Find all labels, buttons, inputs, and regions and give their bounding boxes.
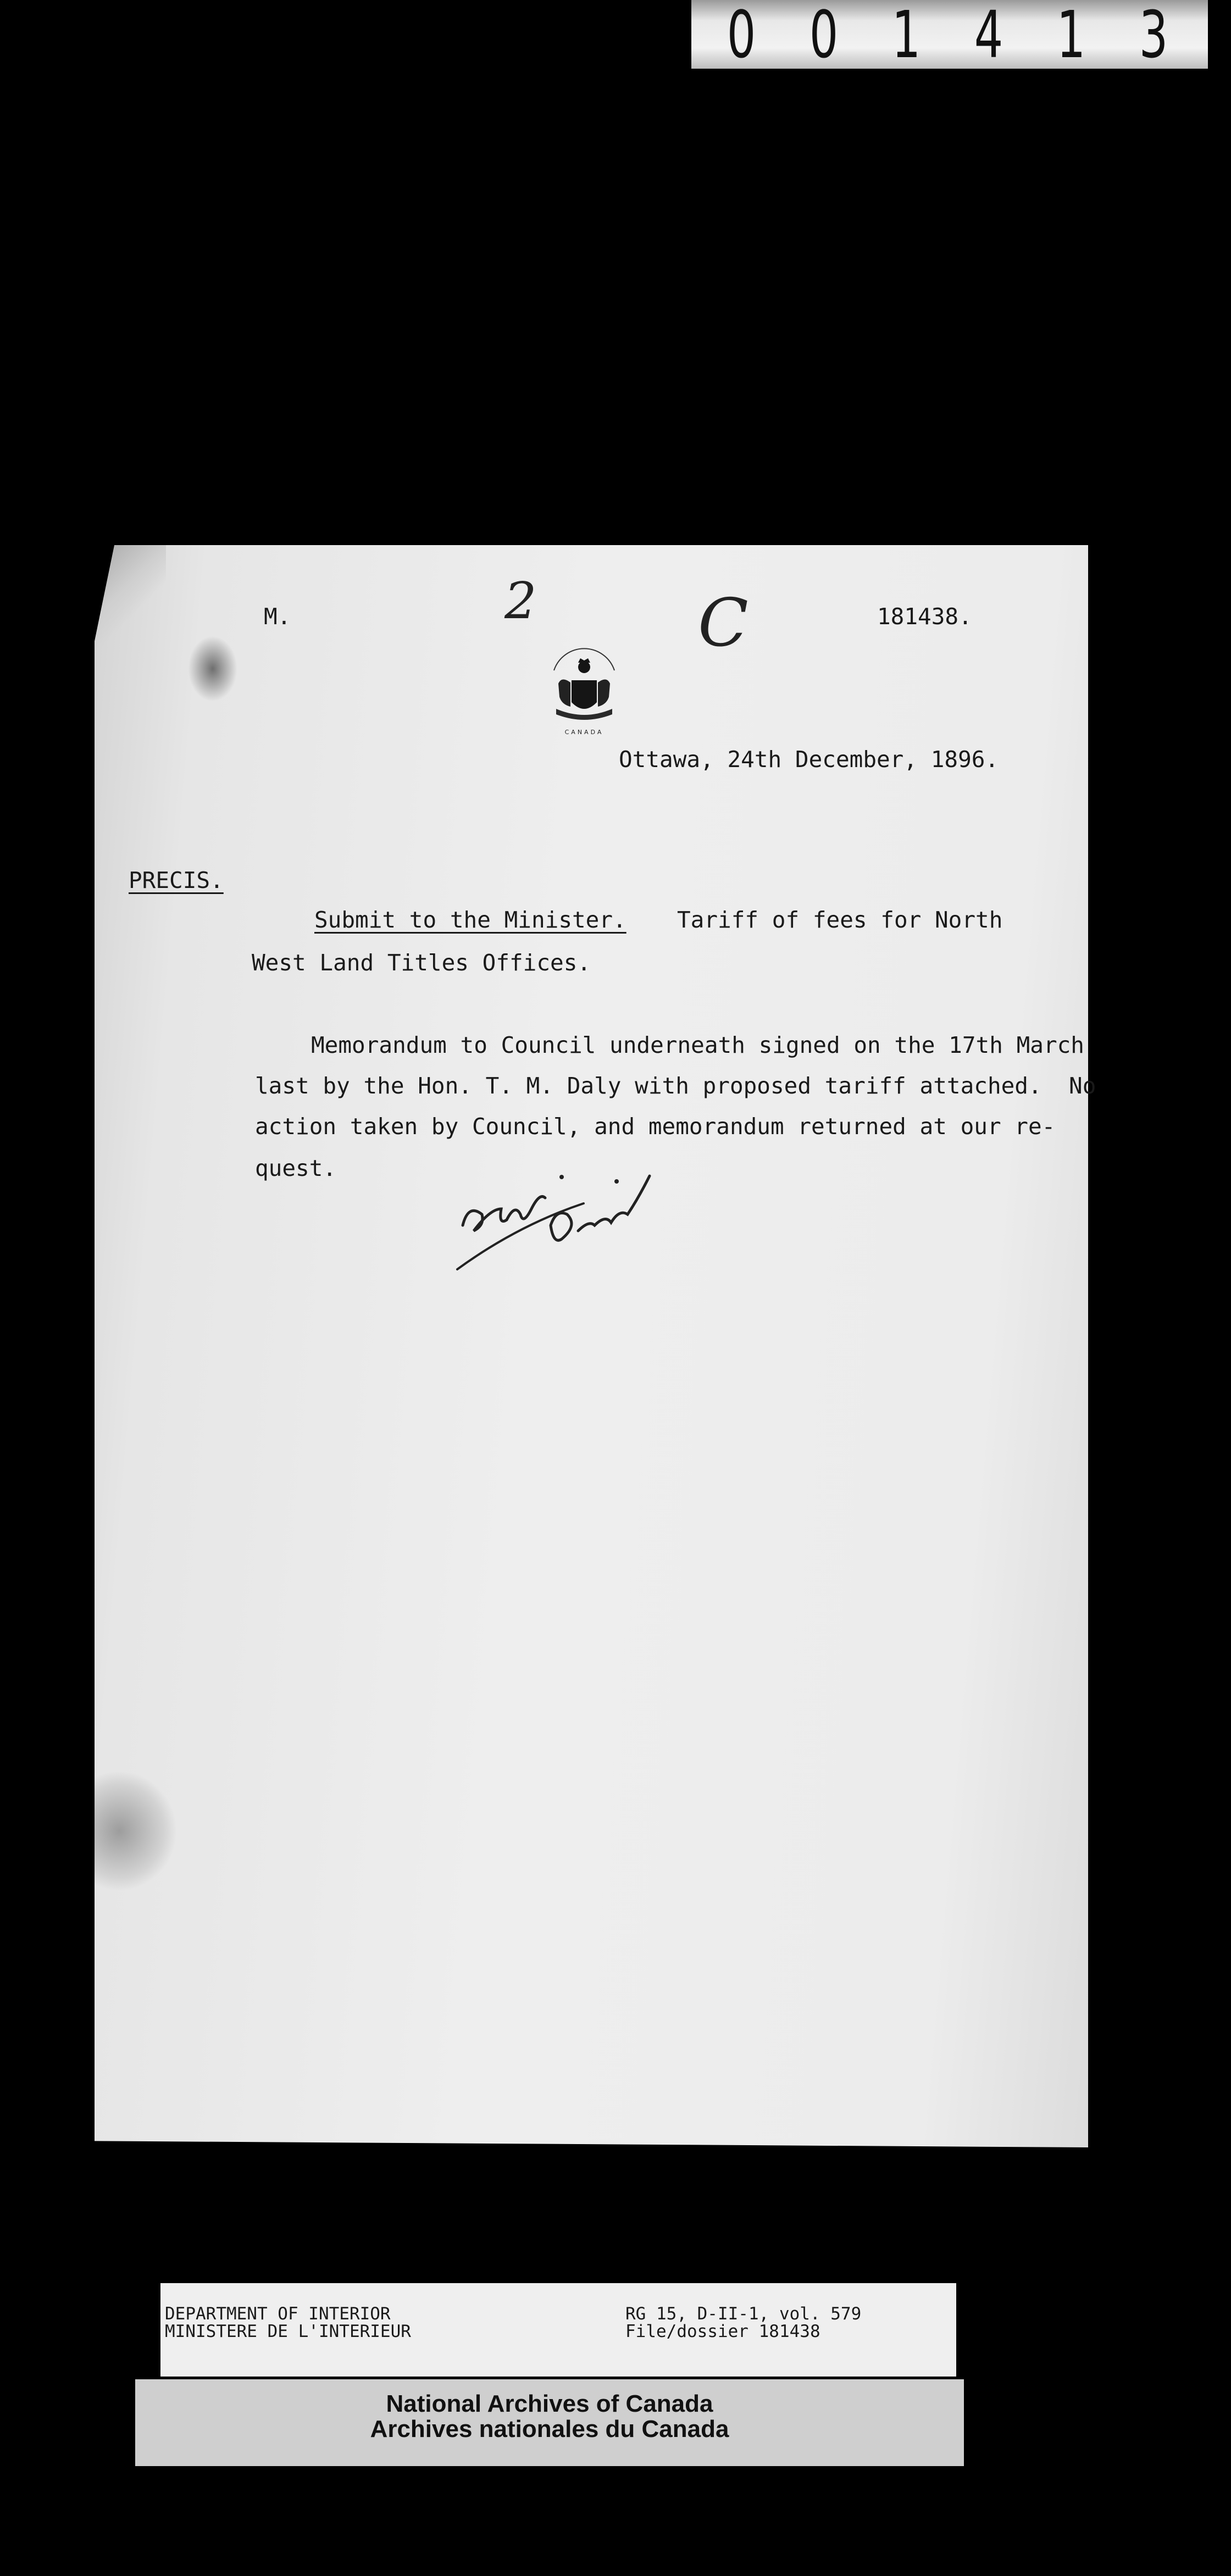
file-number: 181438. <box>877 603 972 630</box>
frame-digit: 0 <box>809 0 842 73</box>
archive-reference-box <box>160 2283 956 2377</box>
torn-edge <box>95 1770 177 1891</box>
frame-digit: 0 <box>727 0 760 73</box>
handwritten-mark-c: C <box>698 585 748 662</box>
reference-volume: RG 15, D-II-1, vol. 579 <box>625 2304 862 2324</box>
body-line-4: quest. <box>255 1155 337 1181</box>
archives-label <box>135 2379 964 2466</box>
precis-heading: PRECIS. <box>129 867 224 893</box>
archives-french: Archives nationales du Canada <box>370 2416 729 2442</box>
subject-line-1: Tariff of fees for North <box>677 907 1003 933</box>
frame-digit: 4 <box>974 0 1007 73</box>
body-line-1: Memorandum to Council underneath signed on the 17th March <box>311 1032 1084 1058</box>
body-line-3: action taken by Council, and memorandum returned at our re- <box>255 1113 1056 1140</box>
letter-code: M. <box>264 603 291 630</box>
archives-english: National Archives of Canada <box>386 2390 713 2417</box>
handwritten-signature <box>452 1143 694 1280</box>
department-french: MINISTERE DE L'INTERIEUR <box>165 2322 411 2341</box>
frame-digit: 1 <box>892 0 925 73</box>
frame-digit: 1 <box>1057 0 1090 73</box>
handwritten-mark-2: 2 <box>504 571 537 630</box>
ink-blot <box>188 636 237 702</box>
department-crest-icon <box>543 637 625 736</box>
reference-file: File/dossier 181438 <box>625 2322 820 2341</box>
svg-text:CANADA: CANADA <box>564 729 604 736</box>
submit-label: Submit to the Minister. <box>314 907 626 933</box>
folded-corner <box>95 545 166 655</box>
body-line-2: last by the Hon. T. M. Daly with proposed tariff attached. No <box>255 1073 1096 1099</box>
subject-line-2: West Land Titles Offices. <box>252 950 591 976</box>
document-page <box>95 545 1088 2147</box>
department-english: DEPARTMENT OF INTERIOR <box>165 2304 391 2324</box>
date-line: Ottawa, 24th December, 1896. <box>619 746 999 773</box>
frame-number <box>691 0 1208 73</box>
frame-digit: 3 <box>1139 0 1172 73</box>
